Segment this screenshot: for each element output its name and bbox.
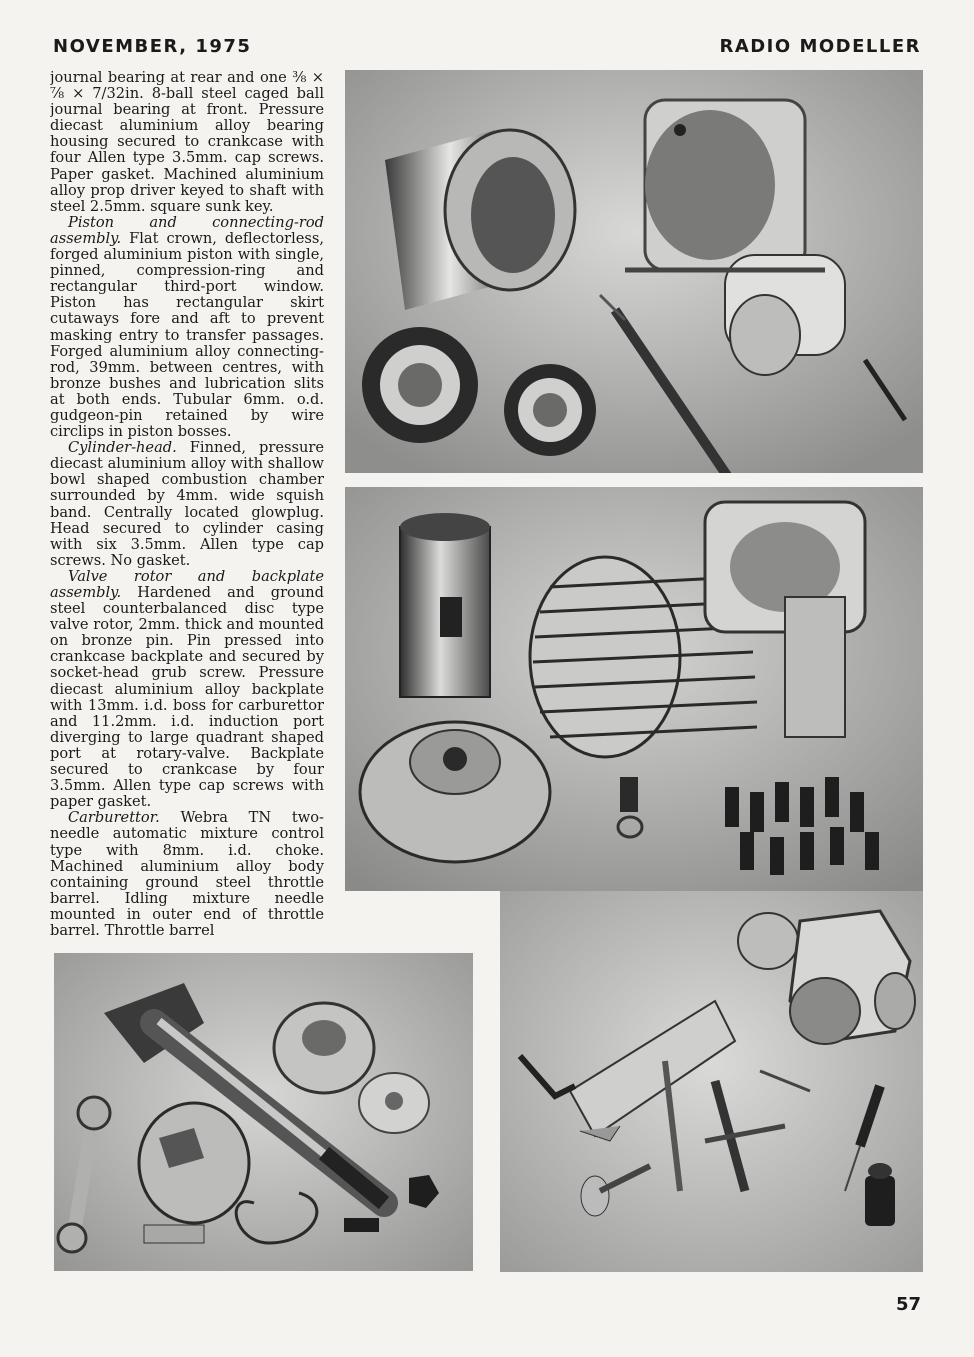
photo-carburettor-parts [500,891,923,1272]
section-body: Webra TN two-needle automatic mixture control type with 8mm. i.d. choke. Machined aluminium alloy body containing ground steel throttle barrel. Idling mixture needle mounted in outer end of throttle barrel. Throttle barrel [50,809,324,939]
photo-crankcase-liner-backplate [345,487,923,891]
section-title: Carburettor. [68,809,160,827]
section-body: Hardened and ground steel counterbalanced disc type valve rotor, 2mm. thick and mounted on bronze pin. Pin pressed into crankcase backplate and secured by socket-head grub screw. Pressure diecast aluminium alloy backplate with 13mm. i.d. boss for carburettor and 11.2mm. i.d. induction port diverging to large quadrant shaped port at rotary-valve. Backplate secured to crankcase by four 3.5mm. Allen type cap screws with paper gasket. [50,584,324,811]
page-number: 57 [895,1294,921,1315]
magazine-title: RADIO MODELLER [719,36,921,57]
section-title: Piston and connecting-rod assembly. [50,213,324,247]
article-paragraph: journal bearing at rear and one ⅜ × ⅞ × 7/32in. 8-ball steel caged ball journal bearing at front. Pressure diecast aluminium alloy bearing housing secured to crankcase with four Allen type 3.5mm. cap screws. Paper gasket. Machined aluminium alloy prop driver keyed to shaft with steel 2.5mm. square sunk key. [50,70,324,215]
article-paragraph [50,810,324,939]
section-title: Cylinder-head. [68,439,177,457]
issue-date: NOVEMBER, 1975 [53,36,252,57]
photo-crankshaft-piston-conrod [54,953,473,1271]
photo-bearing-housing-parts [345,70,923,473]
article-column [50,70,324,942]
section-title: Valve rotor and backplate assembly. [50,567,324,601]
article-paragraph [50,569,324,810]
article-paragraph [50,215,324,440]
section-body: Finned, pressure diecast aluminium alloy with shallow bowl shaped combustion chamber surrounded by 4mm. wide squish band. Centrally located glowplug. Head secured to cylinder casing with six 3.5mm. Allen type cap screws. No gasket. [50,439,324,569]
section-body: Flat crown, deflectorless, forged aluminium piston with single, pinned, compression-ring and rectangular third-port window. Piston has rectangular skirt cutaways fore and aft to prevent masking entry to transfer passages. Forged aluminium alloy connecting-rod, 39mm. between centres, with bronze bushes and lubrication slits at both ends. Tubular 6mm. o.d. gudgeon-pin retained by wire circlips in piston bosses. [50,229,324,441]
article-paragraph [50,440,324,569]
